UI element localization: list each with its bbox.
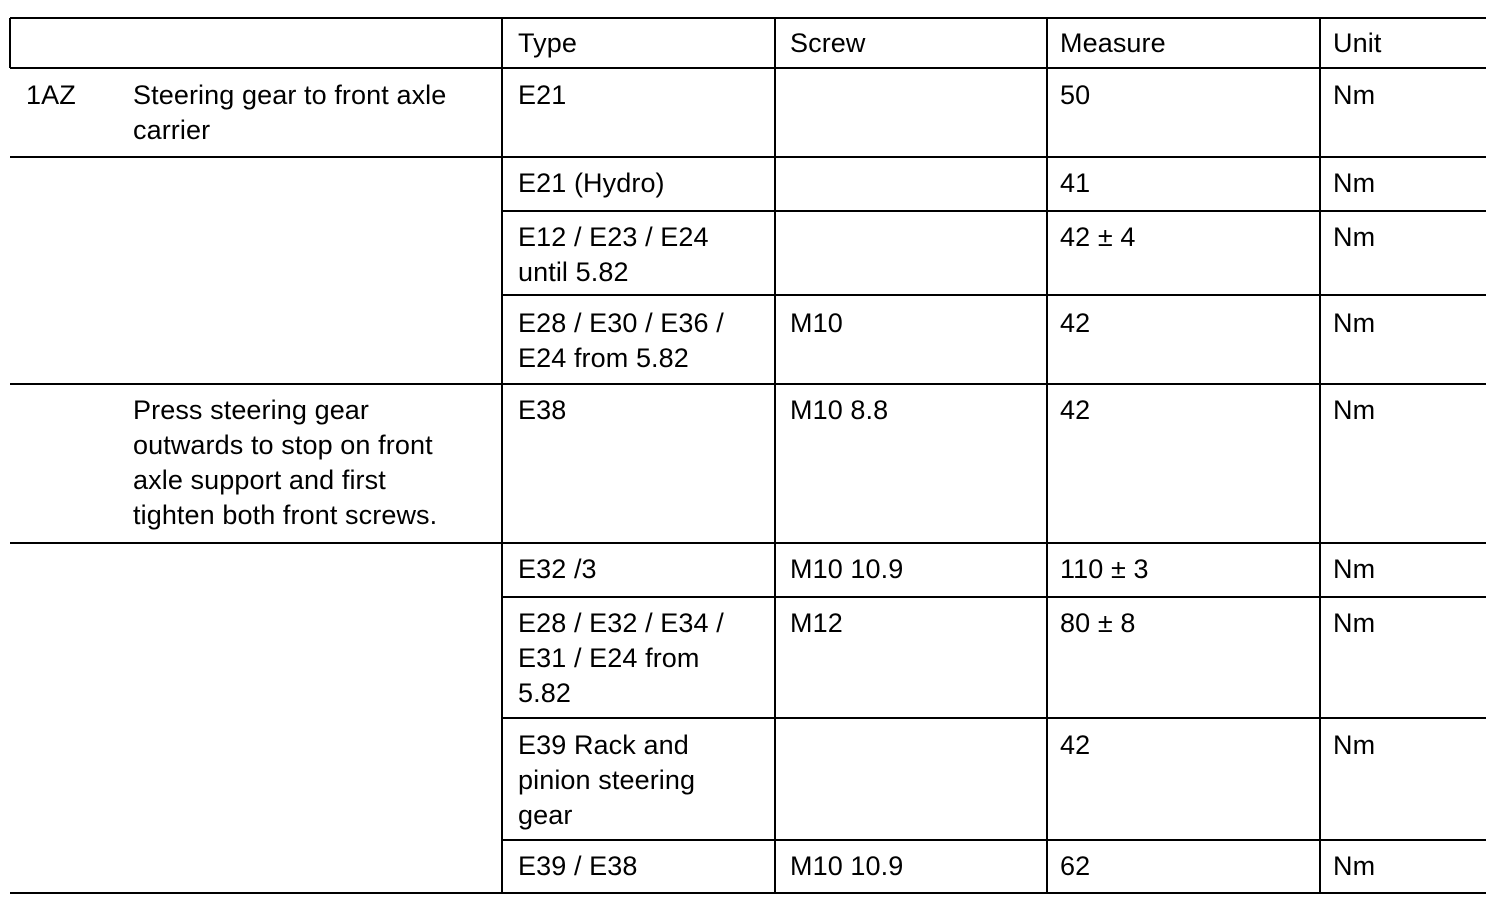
row-screw: M10 10.9 <box>790 554 904 584</box>
row-type: E28 / E32 / E34 / E31 / E24 from 5.82 <box>518 608 724 708</box>
row-screw: M10 10.9 <box>790 851 904 881</box>
header-type: Type <box>518 28 577 58</box>
row-measure: 80 ± 8 <box>1060 608 1136 638</box>
row-type: E32 /3 <box>518 554 597 584</box>
row-description: Steering gear to front axle carrier <box>133 80 447 145</box>
row-unit: Nm <box>1333 308 1376 338</box>
row-measure: 62 <box>1060 851 1091 881</box>
row-measure: 41 <box>1060 168 1091 198</box>
row-type: E39 Rack and pinion steering gear <box>518 730 696 830</box>
row-type: E21 <box>518 80 567 110</box>
row-unit: Nm <box>1333 851 1376 881</box>
row-measure: 110 ± 3 <box>1060 554 1149 584</box>
row-unit: Nm <box>1333 554 1376 584</box>
row-type: E38 <box>518 395 567 425</box>
row-type: E28 / E30 / E36 / E24 from 5.82 <box>518 308 724 373</box>
header-unit: Unit <box>1333 28 1382 58</box>
row-type: E12 / E23 / E24 until 5.82 <box>518 222 709 287</box>
row-unit: Nm <box>1333 80 1376 110</box>
header-screw: Screw <box>790 28 866 58</box>
row-measure: 50 <box>1060 80 1091 110</box>
row-type: E39 / E38 <box>518 851 638 881</box>
row-measure: 42 ± 4 <box>1060 222 1136 252</box>
row-measure: 42 <box>1060 395 1091 425</box>
row-unit: Nm <box>1333 168 1376 198</box>
row-unit: Nm <box>1333 608 1376 638</box>
row-type: E21 (Hydro) <box>518 168 665 198</box>
header-measure: Measure <box>1060 28 1166 58</box>
row-unit: Nm <box>1333 395 1376 425</box>
row-description: Press steering gear outwards to stop on front axle support and first tighten both front screws. <box>133 395 438 530</box>
row-measure: 42 <box>1060 730 1091 760</box>
row-measure: 42 <box>1060 308 1091 338</box>
row-screw: M12 <box>790 608 843 638</box>
row-screw: M10 <box>790 308 843 338</box>
row-unit: Nm <box>1333 730 1376 760</box>
row-unit: Nm <box>1333 222 1376 252</box>
row-screw: M10 8.8 <box>790 395 889 425</box>
row-code: 1AZ <box>26 80 76 110</box>
